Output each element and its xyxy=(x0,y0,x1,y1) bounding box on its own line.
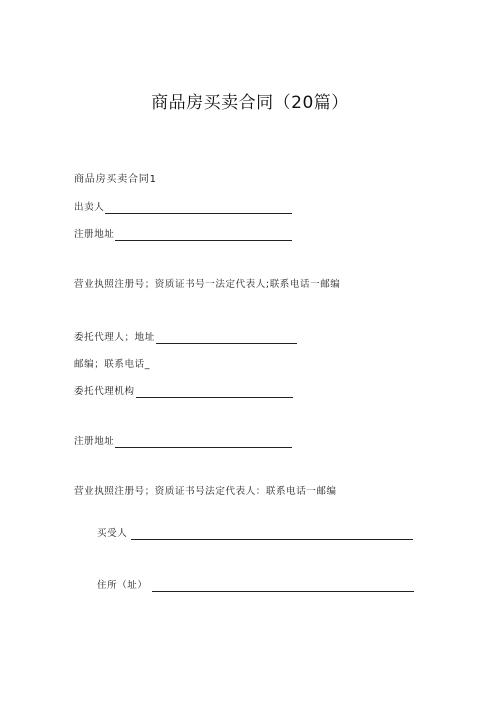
buyer-label: 买受人 xyxy=(97,528,128,539)
residence-label: 住所（址） xyxy=(97,580,148,591)
contract-heading-text: 商品房买卖合同1 xyxy=(74,174,157,185)
postcode-phone-line xyxy=(74,359,150,371)
registered-address-label: 注册地址 xyxy=(74,229,115,240)
license-line-1 xyxy=(74,279,340,291)
buyer-line xyxy=(97,528,413,540)
registered-address-blank xyxy=(115,231,292,241)
agency-blank xyxy=(136,388,293,398)
registered-address-line xyxy=(74,229,292,241)
agent-address-line xyxy=(74,332,297,344)
document-title: 商品房买卖合同（20篇） xyxy=(151,93,349,113)
agent-address-label: 委托代理人；地址 xyxy=(74,332,155,343)
seller-blank xyxy=(105,204,292,214)
seller-line xyxy=(74,202,292,214)
license-text-2: 营业执照注册号；资质证书号法定代表人：联系电话一邮编 xyxy=(74,486,337,497)
license-text-1: 营业执照注册号；资质证书号一法定代表人;联系电话一邮编 xyxy=(74,279,341,290)
agent-address-blank xyxy=(156,334,297,344)
agency-label: 委托代理机构 xyxy=(74,386,135,397)
residence-blank xyxy=(152,582,414,592)
residence-line xyxy=(97,580,414,592)
postcode-phone-text: 邮编；联系电话_ xyxy=(74,359,151,370)
seller-label: 出卖人 xyxy=(74,202,105,213)
registered-address-label-2: 注册地址 xyxy=(74,436,115,447)
contract-heading xyxy=(74,174,157,186)
buyer-blank xyxy=(131,530,413,540)
agency-line xyxy=(74,386,293,398)
registered-address-blank-2 xyxy=(115,438,292,448)
license-line-2 xyxy=(74,486,337,498)
registered-address-line-2 xyxy=(74,436,292,448)
